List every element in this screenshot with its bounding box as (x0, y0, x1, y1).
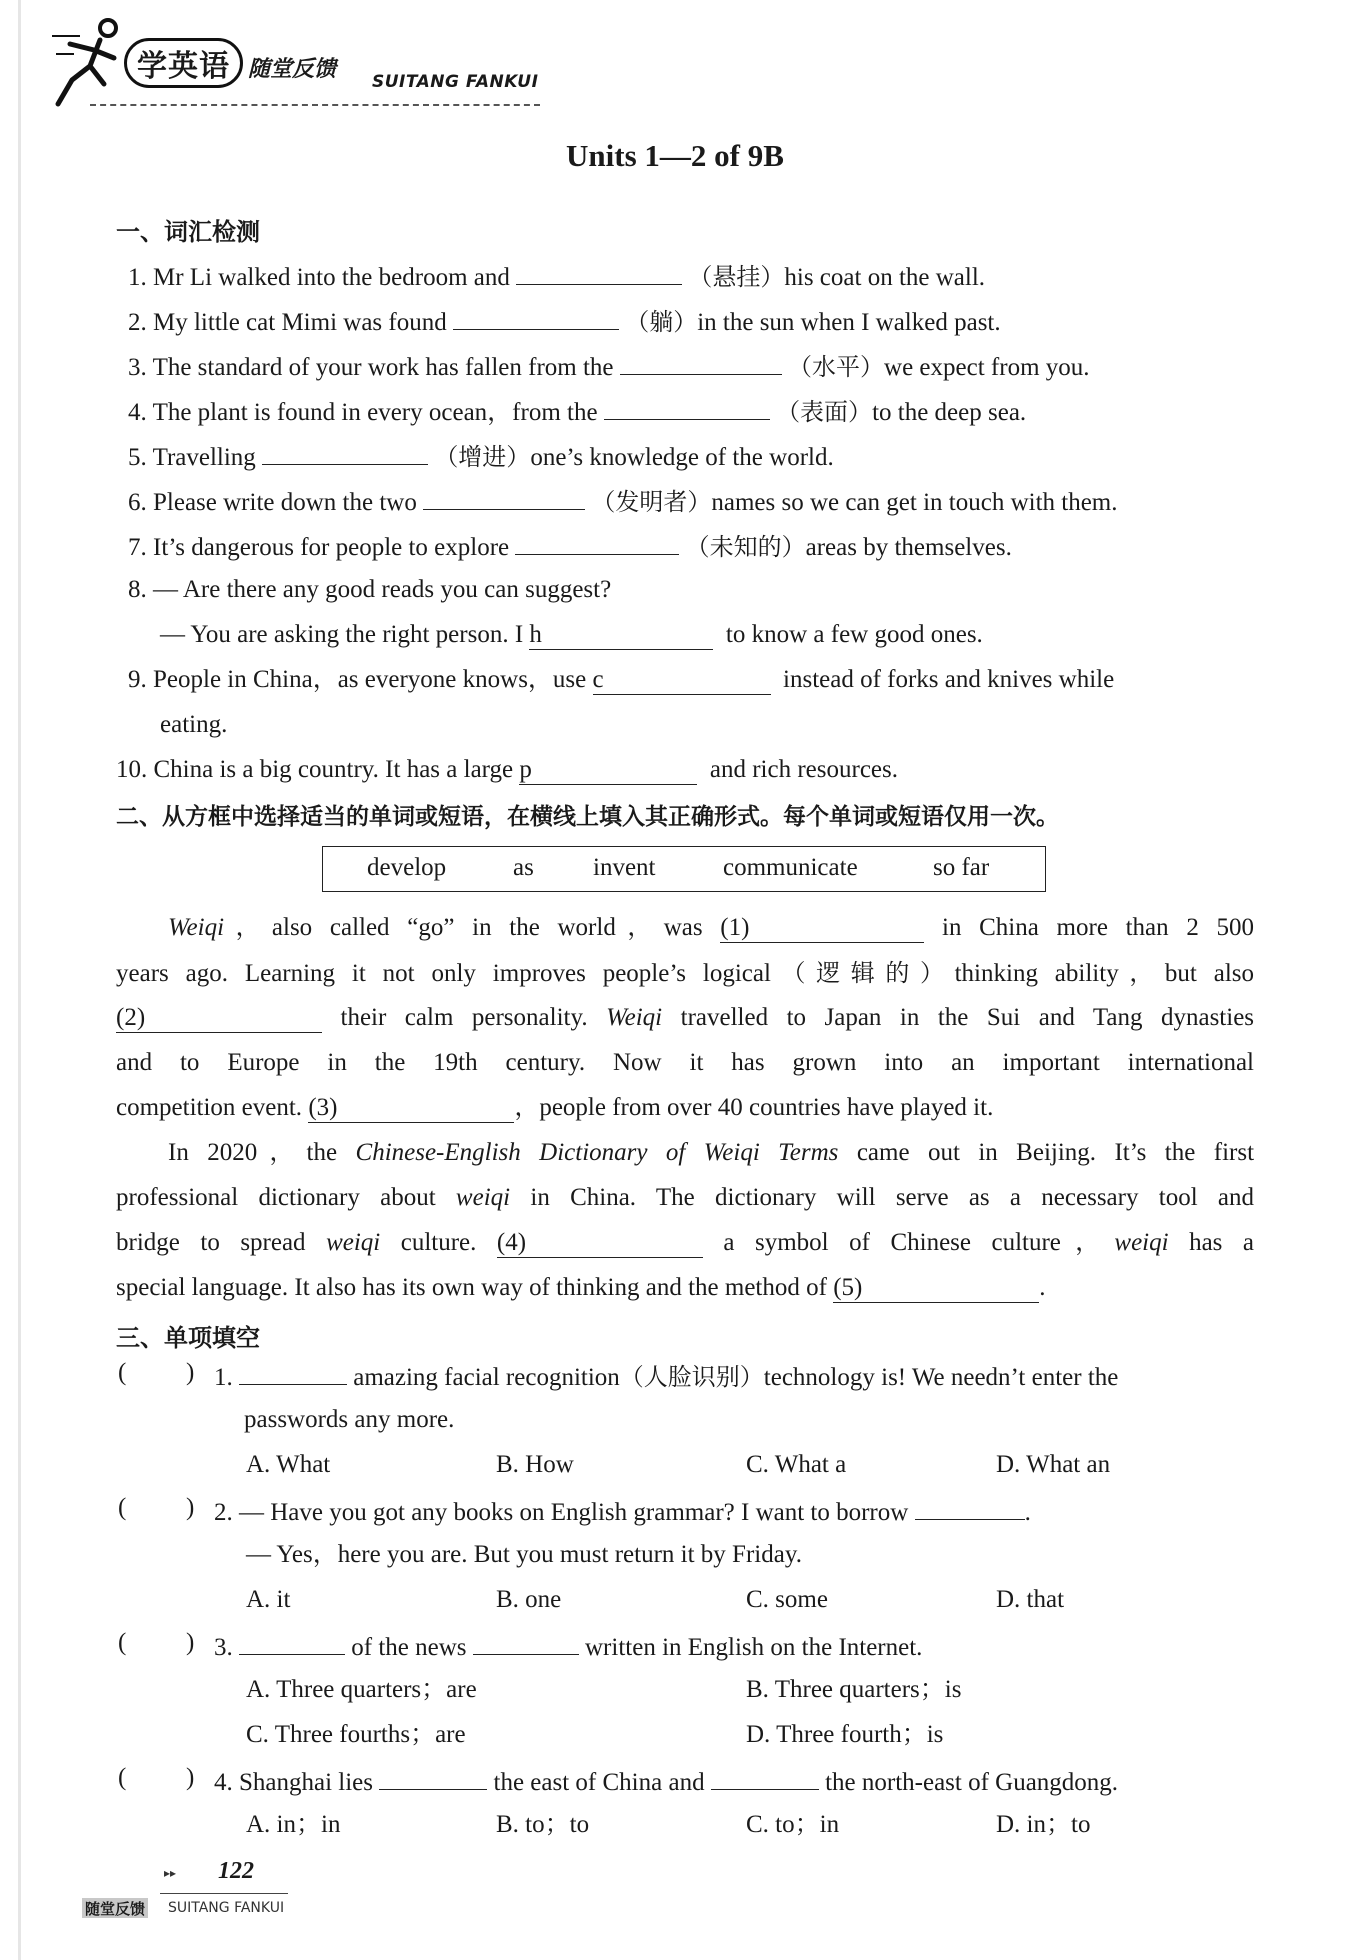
page-edge (18, 0, 21, 1960)
word-bank-item: as (513, 854, 534, 881)
vocab-item-1: 1. Mr Li walked into the bedroom and （悬挂）his coat on the wall. (128, 258, 985, 295)
passage-blank-2[interactable]: (2) (116, 1004, 322, 1033)
word-bank-item: communicate (723, 854, 858, 881)
mc-question-1-continued: passwords any more. (244, 1406, 455, 1433)
section2-heading: 二、从方框中选择适当的单词或短语，在横线上填入其正确形式。每个单词或短语仅用一次。 (116, 804, 1059, 830)
answer-blank[interactable] (711, 1763, 819, 1790)
mc-question-1: 1. amazing facial recognition（人脸识别）technology is! We needn’t enter the (214, 1358, 1118, 1395)
answer-blank[interactable] (620, 348, 782, 375)
answer-blank[interactable] (239, 1628, 345, 1655)
passage-line: (2) their calm personality. Weiqi travelled to Japan in the Sui and Tang dynasties (116, 1004, 1255, 1031)
footer-label: 随堂反馈 (82, 1898, 148, 1918)
option-b[interactable]: B. Three quarters；is (746, 1676, 962, 1703)
vocab-item-3: 3. The standard of your work has fallen from the （水平）we expect from you. (128, 348, 1090, 385)
answer-paren-close[interactable]: ) (186, 1494, 195, 1521)
passage-line: Weiqi，also called “go” in the world，was (1) in China more than 2 500 (168, 914, 1255, 941)
option-d[interactable]: D. in；to (996, 1811, 1091, 1838)
passage-blank-5[interactable]: (5) (833, 1274, 1039, 1303)
passage-line: professional dictionary about weiqi in China. The dictionary will serve as a necessary tool and (116, 1184, 1255, 1211)
footer-pinyin: SUITANG FANKUI (168, 1900, 285, 1916)
word-bank-item: so far (933, 854, 990, 881)
section3-heading: 三、单项填空 (116, 1324, 260, 1352)
option-b[interactable]: B. to；to (496, 1811, 590, 1838)
vocab-item-8-answer: — You are asking the right person. I h to know a few good ones. (160, 621, 983, 648)
page-number: 122 (218, 1858, 254, 1884)
answer-paren-close[interactable]: ) (186, 1764, 195, 1791)
mc-question-2: 2. — Have you got any books on English grammar? I want to borrow . (214, 1493, 1031, 1530)
header-banner (50, 14, 590, 110)
passage-blank-1[interactable]: (1) (720, 914, 924, 943)
option-b[interactable]: B. one (496, 1586, 562, 1613)
section1-heading: 一、词汇检测 (116, 218, 260, 246)
answer-paren-open[interactable]: ( (118, 1764, 127, 1791)
option-b[interactable]: B. How (496, 1451, 574, 1478)
answer-paren-close[interactable]: ) (186, 1629, 195, 1656)
word-bank-box (322, 846, 1046, 892)
option-c[interactable]: C. What a (746, 1451, 847, 1478)
vocab-item-8-question: 8. — Are there any good reads you can suggest? (128, 576, 612, 603)
option-d[interactable]: D. What an (996, 1451, 1111, 1478)
runner-logo-icon (50, 14, 122, 110)
answer-blank[interactable]: c (593, 666, 771, 695)
vocab-item-9: 9. People in China，as everyone knows，use c instead of forks and knives while (128, 666, 1115, 693)
answer-paren-open[interactable]: ( (118, 1494, 127, 1521)
answer-blank[interactable]: h (529, 621, 713, 650)
vocab-item-2: 2. My little cat Mimi was found （躺）in the sun when I walked past. (128, 303, 1001, 340)
vocab-item-9-continued: eating. (160, 711, 228, 738)
answer-paren-open[interactable]: ( (118, 1629, 127, 1656)
option-a[interactable]: A. it (246, 1586, 291, 1613)
header-divider (90, 104, 540, 106)
option-a[interactable]: A. in；in (246, 1811, 341, 1838)
answer-paren-close[interactable]: ) (186, 1359, 195, 1386)
passage-line: competition event. (3) ，people from over 40 countries have played it. (116, 1094, 994, 1121)
option-a[interactable]: A. Three quarters；are (246, 1676, 477, 1703)
word-bank-item: develop (367, 854, 447, 881)
answer-blank[interactable] (604, 393, 770, 420)
option-a[interactable]: A. What (246, 1451, 331, 1478)
option-d[interactable]: D. that (996, 1586, 1065, 1613)
passage-blank-4[interactable]: (4) (497, 1229, 703, 1258)
answer-blank[interactable] (915, 1493, 1025, 1520)
answer-blank[interactable] (516, 258, 682, 285)
vocab-item-10: 10. China is a big country. It has a large p and rich resources. (116, 756, 899, 783)
answer-blank[interactable] (379, 1763, 487, 1790)
brand-pinyin: SUITANG FANKUI (372, 72, 539, 92)
option-c[interactable]: C. to；in (746, 1811, 840, 1838)
answer-blank[interactable]: p (519, 756, 697, 785)
passage-blank-3[interactable]: (3) (308, 1094, 514, 1123)
vocab-item-7: 7. It’s dangerous for people to explore （未知的）areas by themselves. (128, 528, 1012, 565)
vocab-item-6: 6. Please write down the two （发明者）names so we can get in touch with them. (128, 483, 1118, 520)
option-c[interactable]: C. Three fourths；are (246, 1721, 466, 1748)
vocab-item-4: 4. The plant is found in every ocean，from the （表面）to the deep sea. (128, 393, 1026, 430)
passage-line: In 2020，the Chinese-English Dictionary of Weiqi Terms came out in Beijing. It’s the first (168, 1139, 1255, 1166)
passage-line: and to Europe in the 19th century. Now it has grown into an important international (116, 1049, 1254, 1076)
page-arrow-icon: ▸▸ (164, 1866, 177, 1880)
answer-blank[interactable] (515, 528, 679, 555)
mc-question-2-reply: — Yes，here you are. But you must return it by Friday. (246, 1541, 802, 1568)
page-title: Units 1—2 of 9B (566, 138, 784, 173)
brand-title: 学英语 (124, 38, 243, 88)
answer-paren-open[interactable]: ( (118, 1359, 127, 1386)
footer-divider (160, 1893, 288, 1894)
brand-subtitle: 随堂反馈 (248, 57, 337, 82)
passage-line: bridge to spread weiqi culture. (4) a symbol of Chinese culture，weiqi has a (116, 1229, 1254, 1256)
answer-blank[interactable] (453, 303, 619, 330)
passage-line: special language. It also has its own way of thinking and the method of (5) . (116, 1274, 1046, 1301)
answer-blank[interactable] (423, 483, 585, 510)
passage-line: years ago. Learning it not only improves people’s logical（逻辑的）thinking ability，but also (116, 959, 1255, 987)
mc-question-3: 3. of the news written in English on the Internet. (214, 1628, 922, 1665)
word-bank-item: invent (593, 854, 656, 881)
vocab-item-5: 5. Travelling （增进）one’s knowledge of the world. (128, 438, 834, 475)
option-d[interactable]: D. Three fourth；is (746, 1721, 944, 1748)
answer-blank[interactable] (239, 1358, 347, 1385)
option-c[interactable]: C. some (746, 1586, 828, 1613)
mc-question-4: 4. Shanghai lies the east of China and the north-east of Guangdong. (214, 1763, 1118, 1800)
answer-blank[interactable] (262, 438, 428, 465)
answer-blank[interactable] (473, 1628, 579, 1655)
